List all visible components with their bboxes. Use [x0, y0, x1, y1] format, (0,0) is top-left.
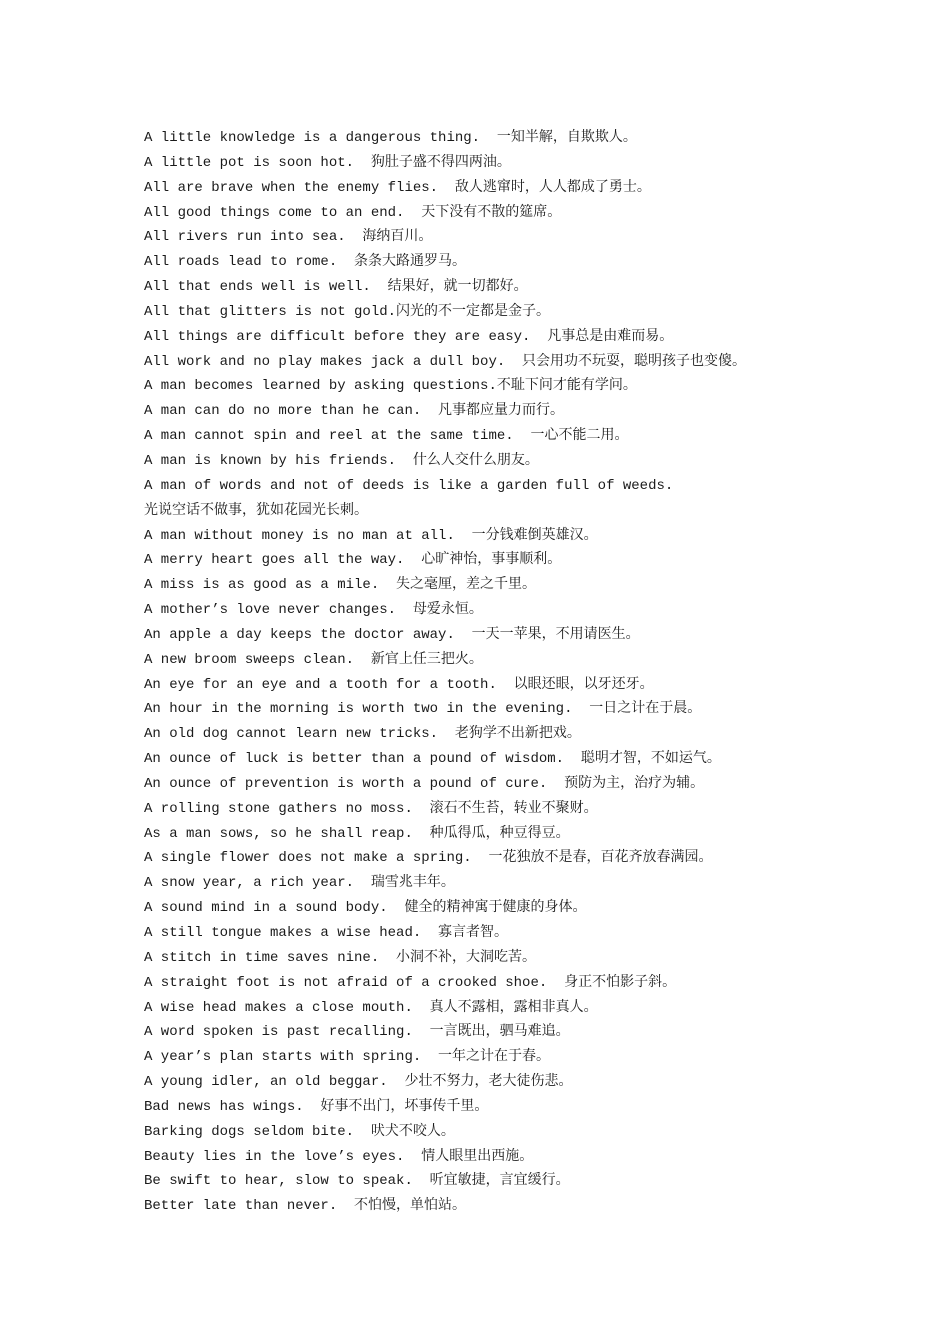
proverb-line: An eye for an eye and a tooth for a tooth. 以眼还眼，以牙还牙。	[144, 676, 654, 693]
proverb-line: A year’s plan starts with spring. 一年之计在于春。	[144, 1049, 551, 1066]
proverb-line: All work and no play makes jack a dull boy. 只会用功不玩耍，聪明孩子也变傻。	[144, 353, 747, 370]
proverb-line: An ounce of prevention is worth a pound of cure. 预防为主，治疗为辅。	[144, 775, 705, 792]
proverb-line: A mother’s love never changes. 母爱永恒。	[144, 602, 483, 619]
proverb-line: A man without money is no man at all. 一分钱难倒英雄汉。	[144, 527, 598, 544]
proverb-line: All rivers run into sea. 海纳百川。	[144, 229, 433, 246]
proverb-line: A wise head makes a close mouth. 真人不露相，露相非真人。	[144, 999, 598, 1016]
proverb-line: A rolling stone gathers no moss. 滚石不生苔，转业不聚财。	[144, 800, 598, 817]
proverb-line: All things are difficult before they are easy. 凡事总是由难而易。	[144, 328, 674, 345]
proverb-line: A man becomes learned by asking questions.不耻下问才能有学问。	[144, 378, 637, 395]
proverb-line: 光说空话不做事，犹如花园光长刺。	[144, 502, 368, 519]
proverb-line: A man can do no more than he can. 凡事都应量力而行。	[144, 403, 565, 420]
proverb-line: A man of words and not of deeds is like a garden full of weeds.	[144, 477, 674, 494]
proverb-line: All are brave when the enemy flies. 敌人逃窜时，人人都成了勇士。	[144, 179, 651, 196]
proverb-line: An ounce of luck is better than a pound of wisdom. 聪明才智，不如运气。	[144, 751, 721, 768]
proverb-line: Beauty lies in the love’s eyes. 情人眼里出西施。	[144, 1148, 534, 1165]
proverb-line: A man cannot spin and reel at the same time. 一心不能二用。	[144, 428, 629, 445]
proverb-line: A little pot is soon hot. 狗肚子盛不得四两油。	[144, 154, 511, 171]
proverb-line: All roads lead to rome. 条条大路通罗马。	[144, 254, 467, 271]
proverb-line: All good things come to an end. 天下没有不散的筵席。	[144, 204, 562, 221]
proverb-line: A little knowledge is a dangerous thing. 一知半解，自欺欺人。	[144, 130, 637, 146]
proverb-line: Bad news has wings. 好事不出门，坏事传千里。	[144, 1098, 489, 1115]
proverb-line: All that glitters is not gold.闪光的不一定都是金子。	[144, 303, 551, 320]
proverb-line: A miss is as good as a mile. 失之毫厘，差之千里。	[144, 577, 537, 594]
proverb-line: A single flower does not make a spring. 一花独放不是春，百花齐放春满园。	[144, 850, 713, 867]
proverb-line: A young idler, an old beggar. 少壮不努力，老大徒伤悲。	[144, 1074, 573, 1091]
proverb-line: As a man sows, so he shall reap. 种瓜得瓜，种豆得豆。	[144, 825, 570, 842]
proverb-line: Better late than never. 不怕慢，单怕站。	[144, 1198, 467, 1215]
proverb-line: A new broom sweeps clean. 新官上任三把火。	[144, 651, 483, 668]
proverb-line: An old dog cannot learn new tricks. 老狗学不出新把戏。	[144, 726, 581, 743]
proverb-line: A merry heart goes all the way. 心旷神怡，事事顺利。	[144, 552, 562, 569]
proverb-line: A word spoken is past recalling. 一言既出，驷马难追。	[144, 1024, 570, 1041]
proverb-line: All that ends well is well. 结果好，就一切都好。	[144, 279, 528, 296]
proverb-line: A snow year, a rich year. 瑞雪兆丰年。	[144, 875, 455, 892]
proverb-line: A man is known by his friends. 什么人交什么朋友。	[144, 452, 539, 469]
proverb-line: A sound mind in a sound body. 健全的精神寓于健康的身体。	[144, 900, 587, 917]
proverb-line: Be swift to hear, slow to speak. 听宜敏捷，言宜缓行。	[144, 1173, 570, 1190]
proverb-line: An apple a day keeps the doctor away. 一天一苹果，不用请医生。	[144, 626, 640, 643]
proverb-list	[144, 126, 804, 1219]
proverb-line: A stitch in time saves nine. 小洞不补，大洞吃苦。	[144, 949, 537, 966]
proverb-line: Barking dogs seldom bite. 吠犬不咬人。	[144, 1123, 455, 1140]
proverb-line: A still tongue makes a wise head. 寡言者智。	[144, 925, 509, 941]
proverb-line: An hour in the morning is worth two in the evening. 一日之计在于晨。	[144, 701, 702, 718]
proverb-line: A straight foot is not afraid of a crooked shoe. 身正不怕影子斜。	[144, 974, 677, 991]
